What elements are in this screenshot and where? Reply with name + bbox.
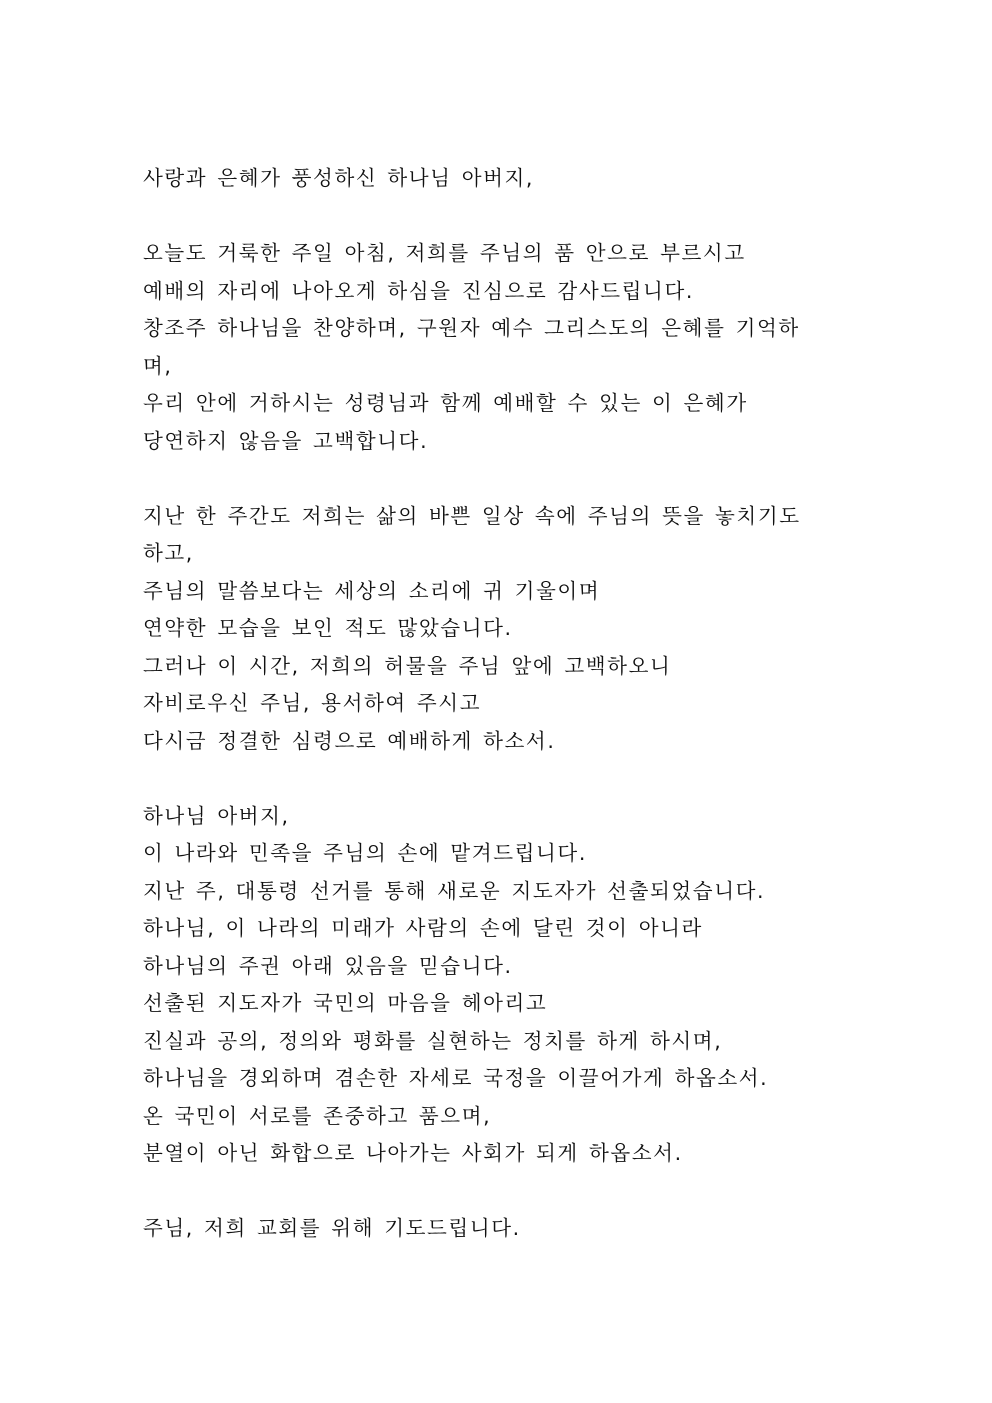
text-line: 다시금 정결한 심령으로 예배하게 하소서. bbox=[143, 728, 556, 753]
paragraph-break bbox=[143, 198, 853, 236]
text-line: 며, bbox=[143, 353, 173, 378]
text-line: 하나님을 경외하며 겸손한 자세로 국정을 이끌어가게 하옵소서. bbox=[143, 1066, 769, 1090]
text-line: 오늘도 거룩한 주일 아침, 저희를 주님의 품 안으로 부르시고 bbox=[143, 241, 746, 265]
paragraph-break bbox=[143, 460, 853, 498]
prayer-text bbox=[143, 160, 853, 1248]
text-line: 지난 한 주간도 저희는 삶의 바쁜 일상 속에 주님의 뜻을 놓치기도 bbox=[143, 503, 801, 528]
greeting-line: 사랑과 은혜가 풍성하신 하나님 아버지, bbox=[143, 166, 535, 190]
text-line: 예배의 자리에 나아오게 하심을 진심으로 감사드립니다. bbox=[143, 278, 694, 303]
text-line: 연약한 모습을 보인 적도 많았습니다. bbox=[143, 616, 513, 640]
text-line: 하나님의 주권 아래 있음을 믿습니다. bbox=[143, 953, 513, 978]
text-line: 지난 주, 대통령 선거를 통해 새로운 지도자가 선출되었습니다. bbox=[143, 878, 766, 903]
text-line: 하고, bbox=[143, 541, 194, 565]
paragraph-church bbox=[143, 1210, 853, 1248]
paragraph-break bbox=[143, 1173, 853, 1211]
text-line: 주님의 말씀보다는 세상의 소리에 귀 기울이며 bbox=[143, 578, 601, 603]
text-line: 주님, 저희 교회를 위해 기도드립니다. bbox=[143, 1216, 521, 1240]
text-line: 우리 안에 거하시는 성령님과 함께 예배할 수 있는 이 은혜가 bbox=[143, 391, 748, 415]
text-line: 당연하지 않음을 고백합니다. bbox=[143, 428, 429, 453]
paragraph-thanksgiving bbox=[143, 235, 853, 460]
paragraph-break bbox=[143, 760, 853, 798]
text-line: 이 나라와 민족을 주님의 손에 맡겨드립니다. bbox=[143, 841, 587, 865]
text-line: 하나님, 이 나라의 미래가 사람의 손에 달린 것이 아니라 bbox=[143, 916, 703, 940]
paragraph-confession bbox=[143, 498, 853, 761]
text-line: 그러나 이 시간, 저희의 허물을 주님 앞에 고백하오니 bbox=[143, 653, 672, 678]
text-line: 진실과 공의, 정의와 평화를 실현하는 정치를 하게 하시며, bbox=[143, 1028, 723, 1053]
text-line: 하나님 아버지, bbox=[143, 803, 290, 828]
paragraph-nation bbox=[143, 798, 853, 1173]
text-line: 자비로우신 주님, 용서하여 주시고 bbox=[143, 691, 482, 715]
text-line: 창조주 하나님을 찬양하며, 구원자 예수 그리스도의 은혜를 기억하 bbox=[143, 316, 800, 340]
text-line: 분열이 아닌 화합으로 나아가는 사회가 되게 하옵소서. bbox=[143, 1141, 683, 1165]
text-line: 선출된 지도자가 국민의 마음을 헤아리고 bbox=[143, 991, 548, 1015]
text-line: 온 국민이 서로를 존중하고 품으며, bbox=[143, 1103, 492, 1128]
